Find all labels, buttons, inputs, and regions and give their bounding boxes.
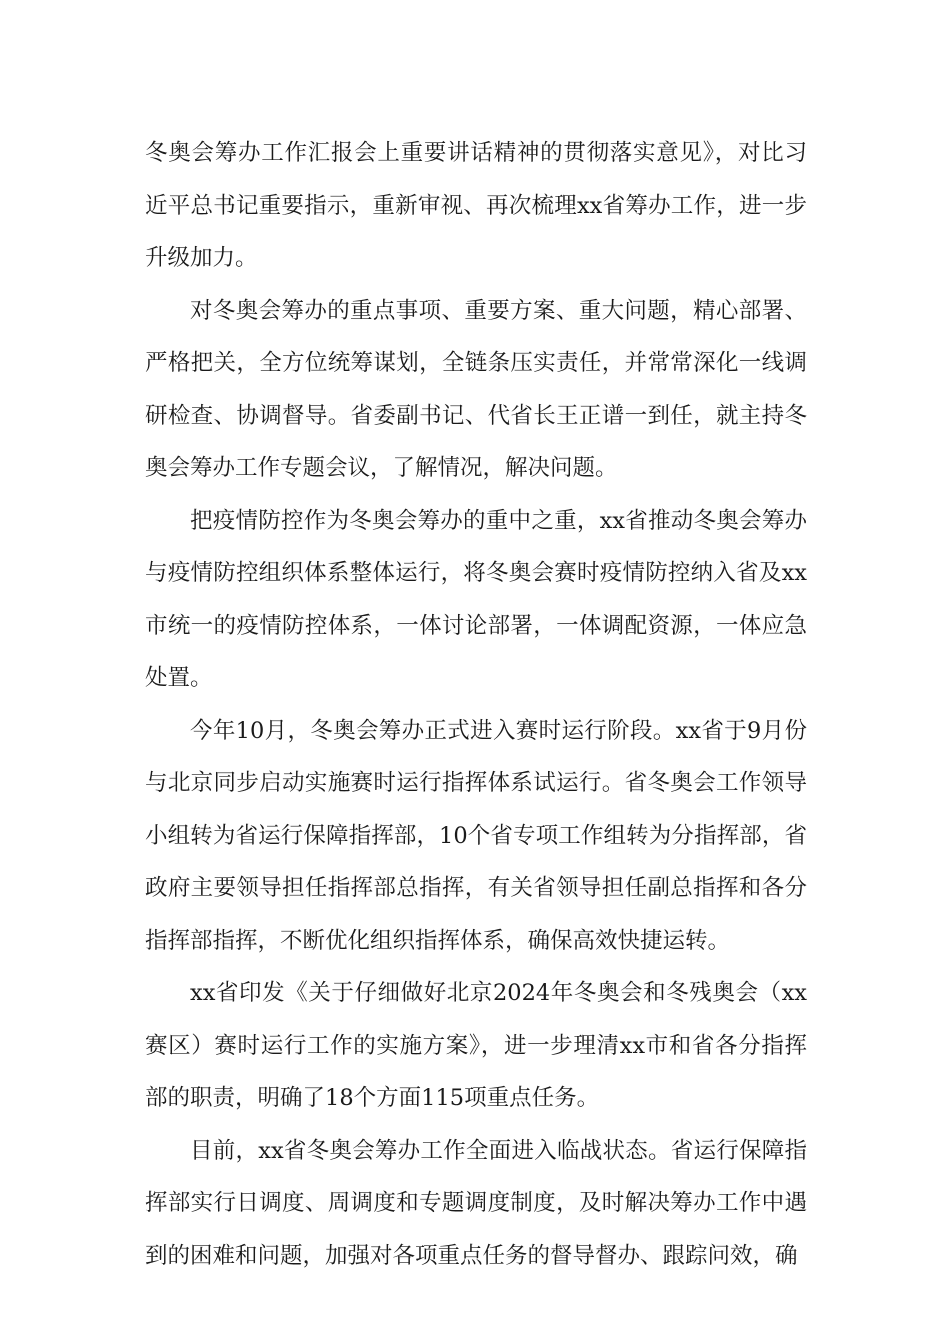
paragraph-5: xx省印发《关于仔细做好北京2024年冬奥会和冬残奥会（xx赛区）赛时运行工作的实施方案》，进一步理清xx市和省各分指挥部的职责，明确了18个方面115项重点任务。 (145, 980, 807, 1111)
paragraph-3: 把疫情防控作为冬奥会筹办的重中之重，xx省推动冬奥会筹办与疫情防控组织体系整体运行，将冬奥会赛时疫情防控纳入省及xx市统一的疫情防控体系，一体讨论部署，一体调配资源，一体应急处置。 (145, 507, 807, 691)
paragraph-4: 今年10月，冬奥会筹办正式进入赛时运行阶段。xx省于9月份与北京同步启动实施赛时运行指挥体系试运行。省冬奥会工作领导小组转为省运行保障指挥部，10个省专项工作组转为分指挥部，省政府主要领导担任指挥部总指挥，有关省领导担任副总指挥和各分指挥部指挥，不断优化组织指挥体系，确保高效快捷运转。 (145, 717, 807, 954)
paragraph-2: 对冬奥会筹办的重点事项、重要方案、重大问题，精心部署、严格把关，全方位统筹谋划，全链条压实责任，并常常深化一线调研检查、协调督导。省委副书记、代省长王正谱一到任，就主持冬奥会筹办工作专题会议，了解情况，解决问题。 (145, 297, 807, 481)
paragraph-1: 冬奥会筹办工作汇报会上重要讲话精神的贯彻落实意见》，对比习近平总书记重要指示，重新审视、再次梳理xx省筹办工作，进一步升级加力。 (145, 140, 807, 271)
document-body (145, 127, 807, 1282)
paragraph-6: 目前，xx省冬奥会筹办工作全面进入临战状态。省运行保障指挥部实行日调度、周调度和专题调度制度，及时解决筹办工作中遇到的困难和问题，加强对各项重点任务的督导督办、跟踪问效，确 (145, 1137, 807, 1269)
